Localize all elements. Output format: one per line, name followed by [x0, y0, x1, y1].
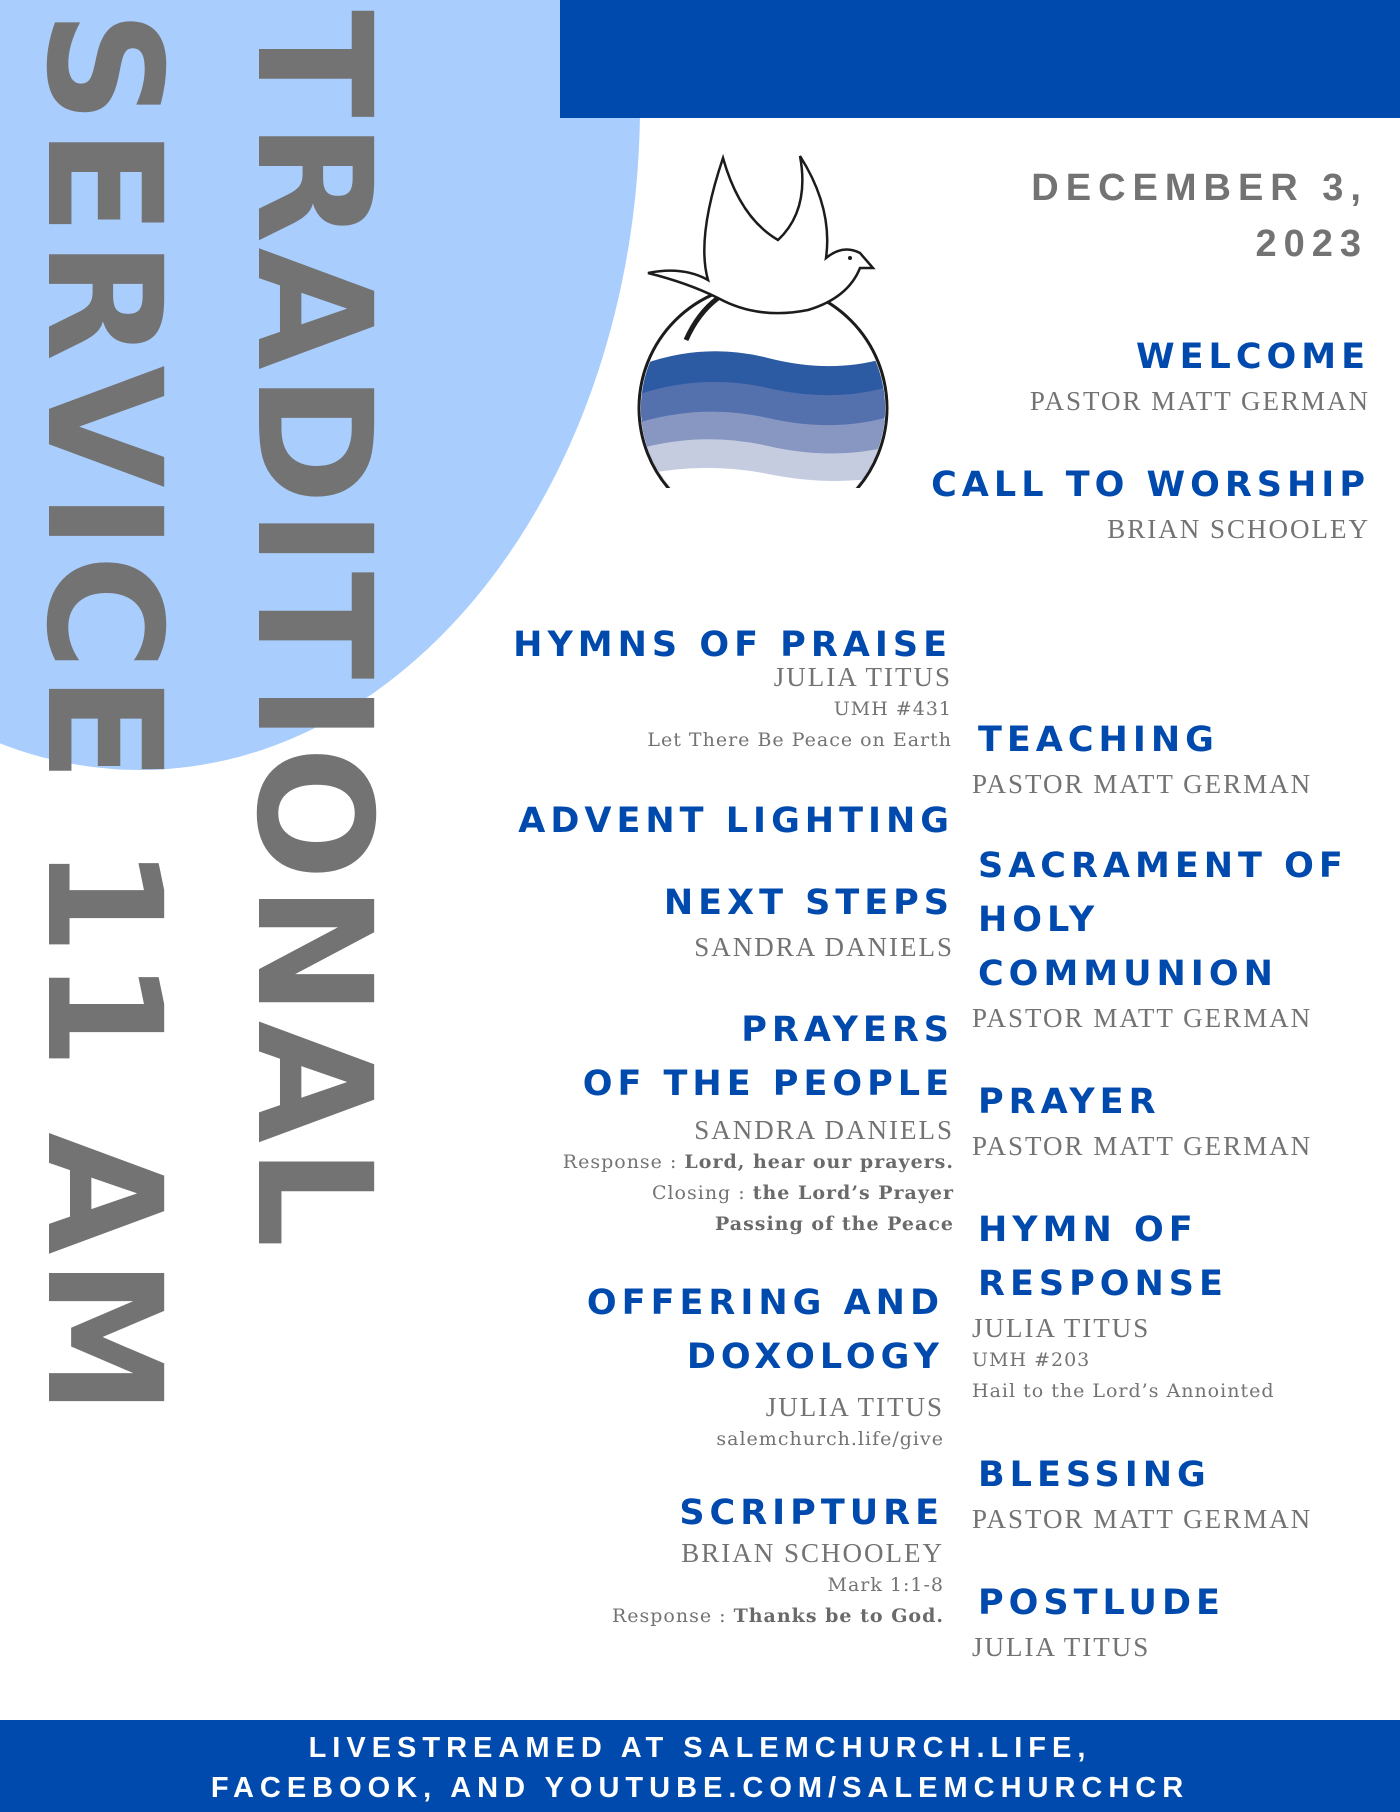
- date-line-2: 2023: [1255, 223, 1368, 265]
- communion-title-line-2: HOLY: [978, 900, 1100, 940]
- footer-line-1: LIVESTREAMED AT SALEMCHURCH.LIFE,: [308, 1732, 1092, 1764]
- next-steps-title: NEXT STEPS: [663, 883, 954, 923]
- hymn-of-response-section: [972, 1203, 1378, 1407]
- prayer-section: [972, 1075, 1378, 1163]
- dove-over-waves-logo: [628, 148, 898, 488]
- date-line-1: DECEMBER 3,: [1031, 167, 1368, 209]
- hymns-of-praise-number: UMH #431: [833, 698, 952, 720]
- prayers-of-the-people-section: [440, 1003, 954, 1240]
- scripture-person: BRIAN SCHOOLEY: [681, 1538, 944, 1568]
- postlude-person: JULIA TITUS: [972, 1632, 1151, 1662]
- hymn-of-response-title-line-1: HYMN OF: [978, 1210, 1198, 1250]
- advent-lighting-title: ADVENT LIGHTING: [518, 801, 954, 841]
- advent-lighting-section: [440, 794, 954, 848]
- prayers-closing: Closing : the Lord’s Prayer: [651, 1182, 954, 1204]
- communion-person: PASTOR MATT GERMAN: [972, 1003, 1313, 1033]
- call-to-worship-title: CALL TO WORSHIP: [931, 465, 1370, 505]
- service-date: [948, 160, 1368, 272]
- hymns-of-praise-title: HYMNS OF PRAISE: [513, 625, 952, 665]
- blessing-section: [972, 1448, 1378, 1536]
- welcome-title: WELCOME: [1136, 337, 1370, 377]
- vertical-title-service: SERVICE 11 AM: [11, 10, 195, 1420]
- scripture-response: Response : Thanks be to God.: [611, 1605, 944, 1627]
- prayer-person: PASTOR MATT GERMAN: [972, 1131, 1313, 1161]
- blessing-person: PASTOR MATT GERMAN: [972, 1504, 1313, 1534]
- offering-person: JULIA TITUS: [765, 1392, 944, 1422]
- livestream-footer: [0, 1720, 1400, 1812]
- postlude-title: POSTLUDE: [978, 1583, 1225, 1623]
- hymns-of-praise-hymn: Let There Be Peace on Earth: [647, 729, 952, 751]
- offering-section: [440, 1276, 944, 1455]
- blessing-title: BLESSING: [978, 1455, 1211, 1495]
- hymns-of-praise-section: [440, 618, 952, 756]
- next-steps-person: SANDRA DANIELS: [694, 932, 954, 962]
- hymn-of-response-hymn: Hail to the Lord’s Annointed: [972, 1380, 1275, 1402]
- prayer-title: PRAYER: [978, 1082, 1161, 1122]
- prayers-person: SANDRA DANIELS: [694, 1115, 954, 1145]
- welcome-person: PASTOR MATT GERMAN: [1029, 386, 1370, 416]
- top-banner: [560, 0, 1400, 118]
- prayers-title-line-2: OF THE PEOPLE: [582, 1064, 954, 1104]
- hymns-of-praise-person: JULIA TITUS: [773, 662, 952, 692]
- communion-title-line-3: COMMUNION: [978, 954, 1278, 994]
- next-steps-section: [440, 876, 954, 964]
- footer-line-2: FACEBOOK, AND YOUTUBE.COM/SALEMCHURCHCR: [210, 1772, 1190, 1804]
- teaching-section: [972, 713, 1378, 801]
- call-to-worship-section: [810, 458, 1370, 546]
- offering-title-line-1: OFFERING AND: [586, 1283, 944, 1323]
- hymn-of-response-person: JULIA TITUS: [972, 1313, 1151, 1343]
- scripture-title: SCRIPTURE: [679, 1493, 944, 1533]
- prayers-response: Response : Lord, hear our prayers.: [562, 1151, 954, 1173]
- hymn-of-response-title-line-2: RESPONSE: [978, 1264, 1228, 1304]
- communion-section: [972, 839, 1388, 1035]
- welcome-section: [810, 330, 1370, 418]
- hymn-of-response-number: UMH #203: [972, 1349, 1091, 1371]
- offering-title-line-2: DOXOLOGY: [686, 1337, 944, 1377]
- scripture-reference: Mark 1:1-8: [827, 1574, 944, 1596]
- teaching-title: TEACHING: [978, 720, 1219, 760]
- teaching-person: PASTOR MATT GERMAN: [972, 769, 1313, 799]
- vertical-title-traditional: TRADITIONAL: [221, 10, 405, 1252]
- passing-of-the-peace: Passing of the Peace: [714, 1213, 954, 1235]
- prayers-title-line-1: PRAYERS: [741, 1010, 954, 1050]
- giving-link[interactable]: salemchurch.life/give: [716, 1428, 944, 1450]
- call-to-worship-person: BRIAN SCHOOLEY: [1107, 514, 1370, 544]
- communion-title-line-1: SACRAMENT OF: [978, 846, 1348, 886]
- scripture-section: [440, 1486, 944, 1632]
- postlude-section: [972, 1576, 1378, 1664]
